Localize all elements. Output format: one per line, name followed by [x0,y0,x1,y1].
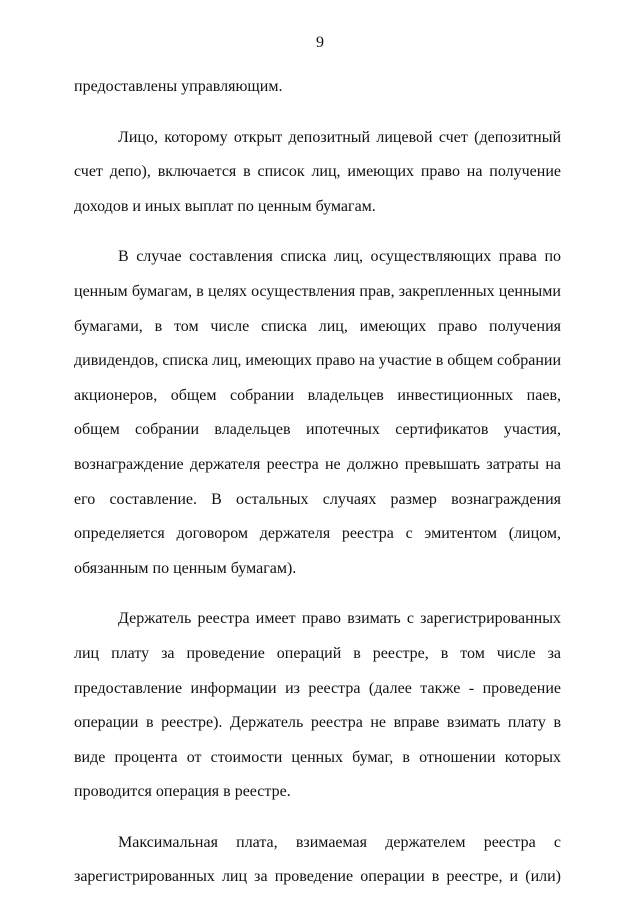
document-body [74,70,561,895]
paragraph-maximum-fee: Максимальная плата, взимаемая держателем реестра с зарегистрированных лиц за проведение операции в реестре, и (или) [74,833,561,886]
page-number: 9 [316,34,324,51]
paragraph-continuation: предоставлены управляющим. [74,78,283,95]
paragraph-list-of-persons: В случае составления списка лиц, осуществляющих права по ценным бумагам, в целях осуществления прав, закрепленных ценными бумагами, в том числе списка лиц, имеющих право получения дивидендов, списка лиц, имеющих право на участие в общем собрании акционеров, общем собрании владельцев инвестиционных паев, общем собрании владельцев ипотечных сертификатов участия, вознаграждение держателя реестра не должно превышать затраты на его составление. В остальных случаях размер вознаграждения определяется договором держателя реестра с эмитентом (лицом, обязанным по ценным бумагам). [74,248,561,577]
paragraph-registrar-fee: Держатель реестра имеет право взимать с зарегистрированных лиц плату за проведение операций в реестре, в том числе за предоставление информации из реестра (далее также - проведение операции в реестре). Держатель реестра не вправе взимать плату в виде процента от стоимости ценных бумаг, в отношении которых проводится операция в реестре. [74,610,561,801]
paragraph-deposit-account: Лицо, которому открыт депозитный лицевой счет (депозитный счет депо), включается в список лиц, имеющих право на получение доходов и иных выплат по ценным бумагам. [74,128,561,215]
